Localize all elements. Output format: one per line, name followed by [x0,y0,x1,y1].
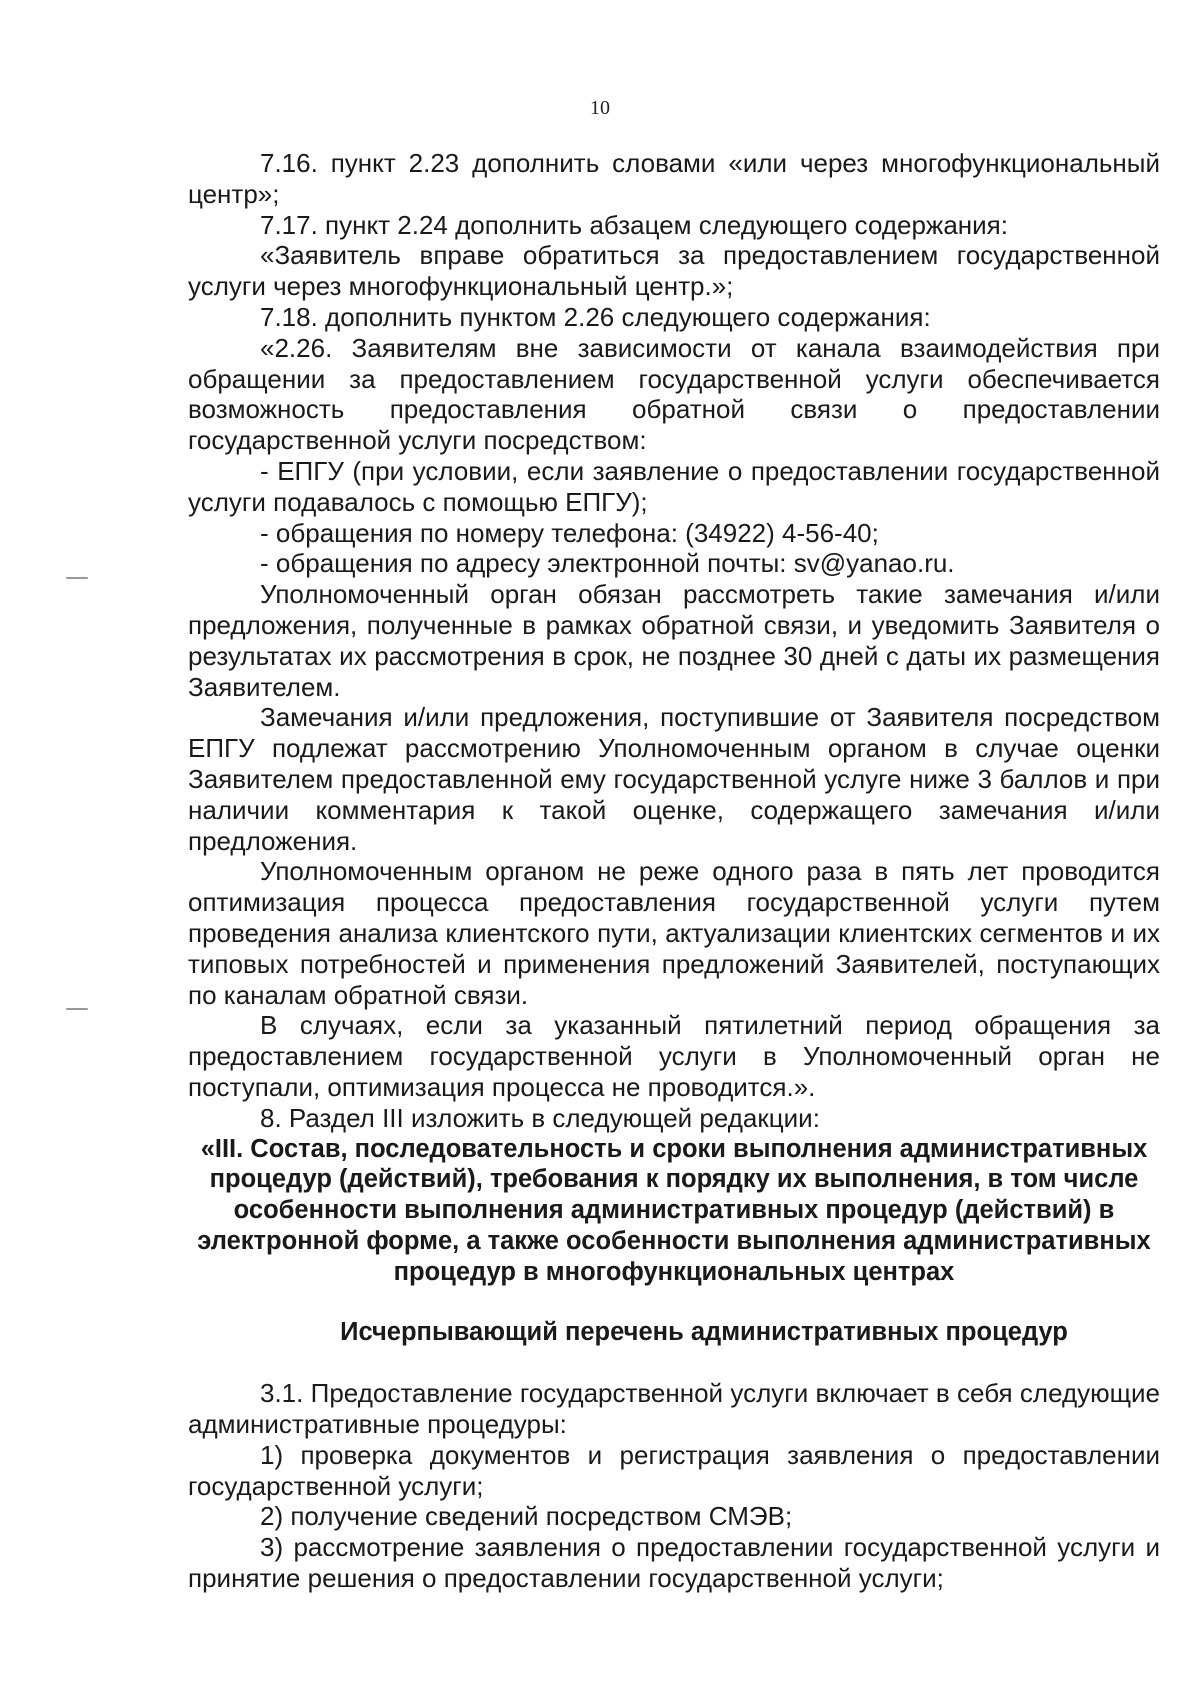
document-body [188,148,1160,1594]
paragraph-2-26: «2.26. Заявителям вне зависимости от канала взаимодействия при обращении за предоставлением государственной услуги обеспечивается возможность предоставления обратной связи о предоставлении государственной услуги посредством: [188,332,1160,456]
paragraph-remarks-epgu: Замечания и/или предложения, поступившие от Заявителя посредством ЕПГУ подлежат рассмотрению Уполномоченным органом в случае оценки Заявителем предоставленной ему государственной услуге ниже 3 баллов и при наличии комментария к такой оценке, содержащего замечания и/или предложения. [188,702,1160,856]
margin-mark [66,577,88,579]
paragraph-quote-applicant: «Заявитель вправе обратиться за предоставлением государственной услуги через многофункциональный центр.»; [188,240,1160,302]
list-item-phone: - обращения по номеру телефона: (34922) 4-56-40; [260,517,879,548]
paragraph-7-18: 7.18. дополнить пунктом 2.26 следующего содержания: [260,301,931,332]
margin-mark [66,1008,88,1010]
page-number: 10 [590,97,610,119]
paragraph-authority-obligation: Уполномоченный орган обязан рассмотреть такие замечания и/или предложения, полученные в рамках обратной связи, и уведомить Заявителя о результатах их рассмотрения в срок, не позднее 30 дней с даты их размещения Заявителем. [188,579,1160,702]
list-item-epgu: - ЕПГУ (при условии, если заявление о предоставлении государственной услуги подавалось с помощью ЕПГУ); [188,455,1160,517]
paragraph-8: 8. Раздел III изложить в следующей редакции: [260,1102,820,1133]
list-item-email: - обращения по адресу электронной почты: sv@yanao.ru. [260,548,955,579]
list-item-procedure-1: 1) проверка документов и регистрация заявления о предоставлении государственной услуги; [188,1439,1160,1501]
paragraph-five-year-period: В случаях, если за указанный пятилетний период обращения за предоставлением государственной услуги в Уполномоченный орган не поступали, оптимизация процесса не проводится.». [188,1010,1160,1102]
list-item-procedure-3: 3) рассмотрение заявления о предоставлении государственной услуги и принятие решения о предоставлении государственной услуги; [188,1532,1160,1594]
paragraph-7-16: 7.16. пункт 2.23 дополнить словами «или через многофункциональный центр»; [188,148,1160,209]
paragraph-optimization: Уполномоченным органом не реже одного раза в пять лет проводится оптимизация процесса предоставления государственной услуги путем проведения анализа клиентского пути, актуализации клиентских сегментов и их типовых потребностей и применения предложений Заявителей, поступающих по каналам обратной связи. [188,856,1160,1010]
list-item-procedure-2: 2) получение сведений посредством СМЭВ; [260,1501,793,1532]
paragraph-3-1: 3.1. Предоставление государственной услуги включает в себя следующие административные процедуры: [188,1378,1160,1440]
section-heading: «III. Состав, последовательность и сроки выполнения административных процедур (действий), требования к порядку их выполнения, в том числе особенности выполнения административных процедур (действий) в электронной форме, а также особенности выполнения административных процедур в многофункциональных центрах [197,1134,1151,1286]
paragraph-7-17: 7.17. пункт 2.24 дополнить абзацем следующего содержания: [260,209,1008,240]
subheading: Исчерпывающий перечень административных процедур [340,1318,1068,1347]
